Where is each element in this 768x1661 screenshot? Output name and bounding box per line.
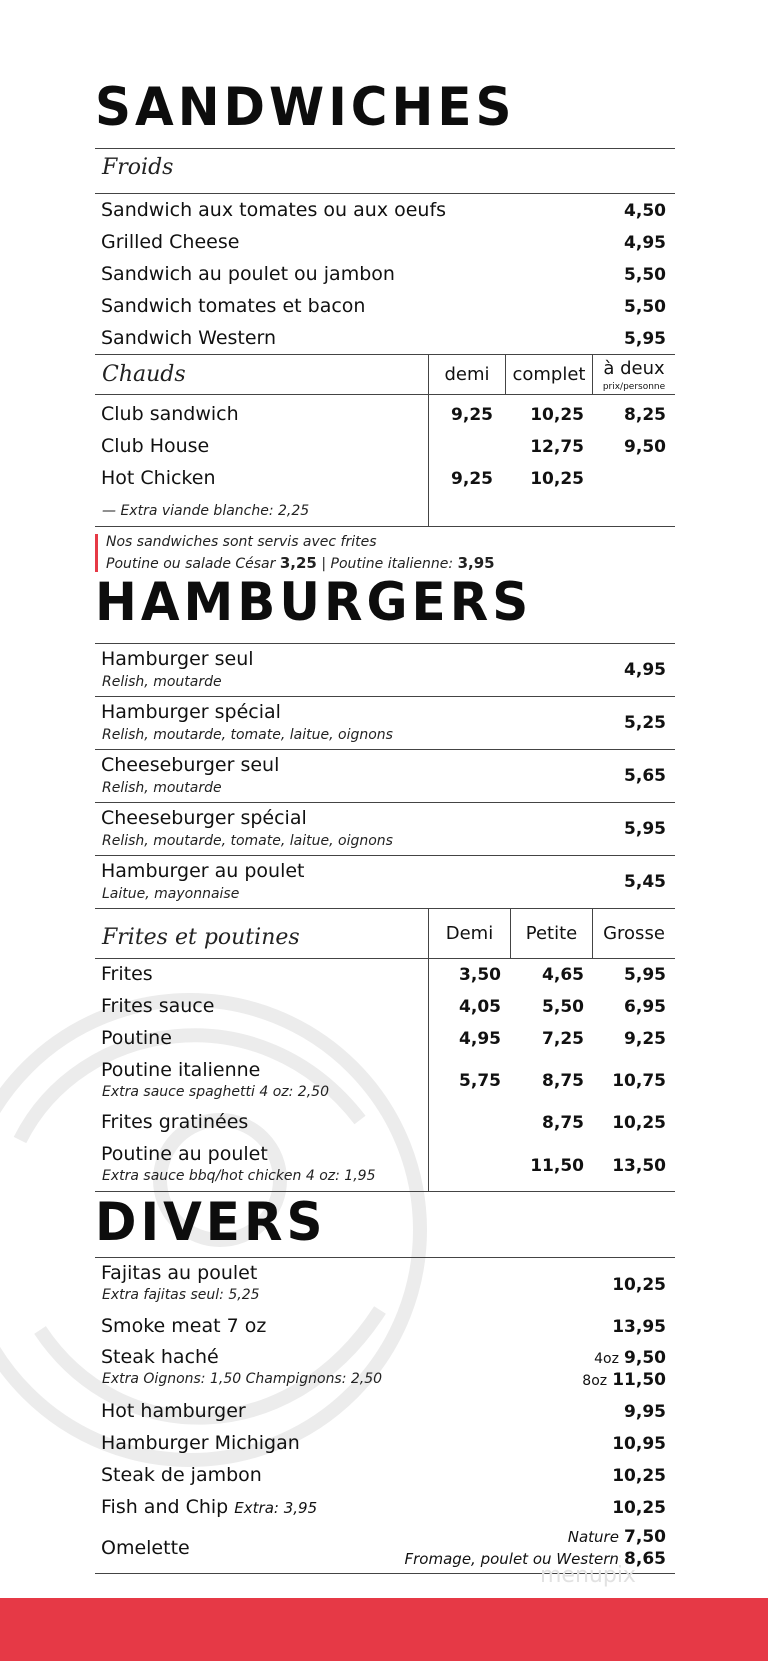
menu-item-name <box>101 1496 317 1518</box>
item-name-text: Fish and Chip <box>101 1496 229 1518</box>
col-header-demi: demi <box>444 364 490 385</box>
menu-item-name: Sandwich au poulet ou jambon <box>101 263 395 285</box>
menu-item-price: 5,65 <box>624 766 666 786</box>
menu-item-desc: Laitue, mayonnaise <box>102 886 240 902</box>
column-divider <box>428 908 429 1191</box>
price-petite: 11,50 <box>530 1156 584 1176</box>
menu-item-name: Cheeseburger spécial <box>101 807 307 829</box>
menu-item-name: Omelette <box>101 1537 190 1559</box>
menu-item-name: Sandwich aux tomates ou aux oeufs <box>101 199 447 221</box>
menu-item-price: 10,25 <box>612 1466 666 1486</box>
menu-item-name: Hamburger au poulet <box>101 860 305 882</box>
divider <box>95 526 675 527</box>
col-header-a-deux: à deux <box>603 358 665 379</box>
price-a-deux: 9,50 <box>624 437 666 457</box>
omelette-nature-row <box>568 1527 666 1547</box>
menu-item-price: 4,95 <box>624 233 666 253</box>
menu-item-name: Hamburger seul <box>101 648 254 670</box>
sandwiches-title: SANDWICHES <box>95 76 516 138</box>
divider <box>95 394 675 395</box>
menu-item-desc: Relish, moutarde <box>102 780 222 796</box>
price-petite: 5,50 <box>542 997 584 1017</box>
sides-note-line2 <box>106 554 495 572</box>
watermark-text: menupix <box>540 1563 636 1588</box>
divider <box>95 643 675 644</box>
menu-item-name: Grilled Cheese <box>101 231 240 253</box>
extra-note: — Extra viande blanche: 2,25 <box>102 503 310 519</box>
frites-label: Frites et poutines <box>102 925 300 950</box>
menu-item-price: 11,50 <box>612 1370 666 1390</box>
price-grosse: 9,25 <box>624 1029 666 1049</box>
price-complet: 12,75 <box>530 437 584 457</box>
menu-item-price: 9,95 <box>624 1402 666 1422</box>
menu-item-name: Hot Chicken <box>101 467 216 489</box>
price-grosse: 5,95 <box>624 965 666 985</box>
menu-item-price: 10,95 <box>612 1434 666 1454</box>
menu-item-price: 4,95 <box>624 660 666 680</box>
steak-4oz-price-row <box>594 1348 666 1368</box>
divider <box>95 749 675 750</box>
menu-item-name: Steak de jambon <box>101 1464 262 1486</box>
price-complet: 10,25 <box>530 405 584 425</box>
price-petite: 7,25 <box>542 1029 584 1049</box>
price-demi: 9,25 <box>451 405 493 425</box>
menu-item-name: Poutine au poulet <box>101 1143 268 1165</box>
item-extra: Extra: 3,95 <box>234 1499 318 1517</box>
menu-item-name: Steak haché <box>101 1346 219 1368</box>
divider <box>95 1257 675 1258</box>
sides-note-line1: Nos sandwiches sont servis avec frites <box>106 534 377 550</box>
price-grosse: 10,25 <box>612 1113 666 1133</box>
price-grosse: 6,95 <box>624 997 666 1017</box>
menu-item-desc: Relish, moutarde, tomate, laitue, oignons <box>102 727 393 743</box>
price-demi: 3,50 <box>459 965 501 985</box>
menu-item-name: Smoke meat 7 oz <box>101 1315 267 1337</box>
menu-item-price: 5,50 <box>624 265 666 285</box>
price-petite: 8,75 <box>542 1113 584 1133</box>
price-petite: 4,65 <box>542 965 584 985</box>
menu-item-desc: Extra sauce spaghetti 4 oz: 2,50 <box>102 1084 329 1100</box>
menu-item-price: 4,50 <box>624 201 666 221</box>
option-label: Nature <box>567 1528 619 1546</box>
col-header-complet: complet <box>512 364 586 385</box>
menu-item-name: Hot hamburger <box>101 1400 246 1422</box>
menu-item-name: Poutine <box>101 1027 172 1049</box>
menu-item-name: Frites gratinées <box>101 1111 249 1133</box>
menu-item-name: Sandwich tomates et bacon <box>101 295 366 317</box>
menu-item-price: 10,25 <box>612 1275 666 1295</box>
menu-item-name: Club House <box>101 435 210 457</box>
divider <box>95 696 675 697</box>
menu-item-price: 7,50 <box>624 1527 666 1547</box>
menu-item-desc: Extra Oignons: 1,50 Champignons: 2,50 <box>102 1371 383 1387</box>
menu-item-price: 5,95 <box>624 819 666 839</box>
menu-item-price: 5,95 <box>624 329 666 349</box>
price-petite: 8,75 <box>542 1071 584 1091</box>
menu-item-name: Cheeseburger seul <box>101 754 280 776</box>
menu-item-name: Sandwich Western <box>101 327 277 349</box>
menu-item-name: Poutine italienne <box>101 1059 261 1081</box>
menu-item-price: 9,50 <box>624 1348 666 1368</box>
menu-item-price: 8,65 <box>624 1549 666 1569</box>
note-price: 3,25 <box>279 554 317 572</box>
price-complet: 10,25 <box>530 469 584 489</box>
froids-label: Froids <box>102 155 174 180</box>
menu-item-price: 13,95 <box>612 1317 666 1337</box>
divider <box>95 354 675 355</box>
price-demi: 4,95 <box>459 1029 501 1049</box>
footer-bar <box>0 1598 768 1661</box>
menu-item-price: 5,45 <box>624 872 666 892</box>
menu-item-name: Hamburger Michigan <box>101 1432 300 1454</box>
col-header-a-deux-sub: prix/personne <box>602 382 666 392</box>
note-text: | Poutine italienne: <box>321 556 454 572</box>
menu-item-name: Frites sauce <box>101 995 215 1017</box>
col-header-demi: Demi <box>445 923 494 944</box>
divider <box>95 193 675 194</box>
menu-item-name: Frites <box>101 963 153 985</box>
note-accent-bar <box>95 534 98 572</box>
divider <box>95 802 675 803</box>
col-header-petite: Petite <box>525 923 578 944</box>
divider <box>95 855 675 856</box>
note-price: 3,95 <box>457 554 495 572</box>
menu-item-desc: Relish, moutarde, tomate, laitue, oignons <box>102 833 393 849</box>
price-grosse: 13,50 <box>612 1156 666 1176</box>
size-label: 4oz <box>594 1351 619 1367</box>
menu-item-name: Fajitas au poulet <box>101 1262 258 1284</box>
menu-item-name: Club sandwich <box>101 403 239 425</box>
divider <box>95 958 675 959</box>
price-demi: 5,75 <box>459 1071 501 1091</box>
menu-item-desc: Extra sauce bbq/hot chicken 4 oz: 1,95 <box>102 1168 376 1184</box>
price-a-deux: 8,25 <box>624 405 666 425</box>
note-text: Poutine ou salade César <box>106 556 276 572</box>
chauds-label: Chauds <box>102 362 186 387</box>
price-demi: 4,05 <box>459 997 501 1017</box>
steak-8oz-price-row <box>582 1370 666 1390</box>
option-label: Fromage, poulet ou Western <box>404 1550 619 1568</box>
divider <box>95 148 675 149</box>
menu-item-desc: Extra fajitas seul: 5,25 <box>102 1287 260 1303</box>
price-grosse: 10,75 <box>612 1071 666 1091</box>
hamburgers-title: HAMBURGERS <box>95 571 533 633</box>
menu-item-name: Hamburger spécial <box>101 701 281 723</box>
menu-item-price: 5,25 <box>624 713 666 733</box>
menu-item-price: 5,50 <box>624 297 666 317</box>
menu-item-desc: Relish, moutarde <box>102 674 222 690</box>
divers-title: DIVERS <box>95 1191 327 1253</box>
size-label: 8oz <box>582 1373 608 1389</box>
col-header-grosse: Grosse <box>603 923 665 944</box>
divider <box>95 908 675 909</box>
menu-item-price: 10,25 <box>612 1498 666 1518</box>
price-demi: 9,25 <box>451 469 493 489</box>
